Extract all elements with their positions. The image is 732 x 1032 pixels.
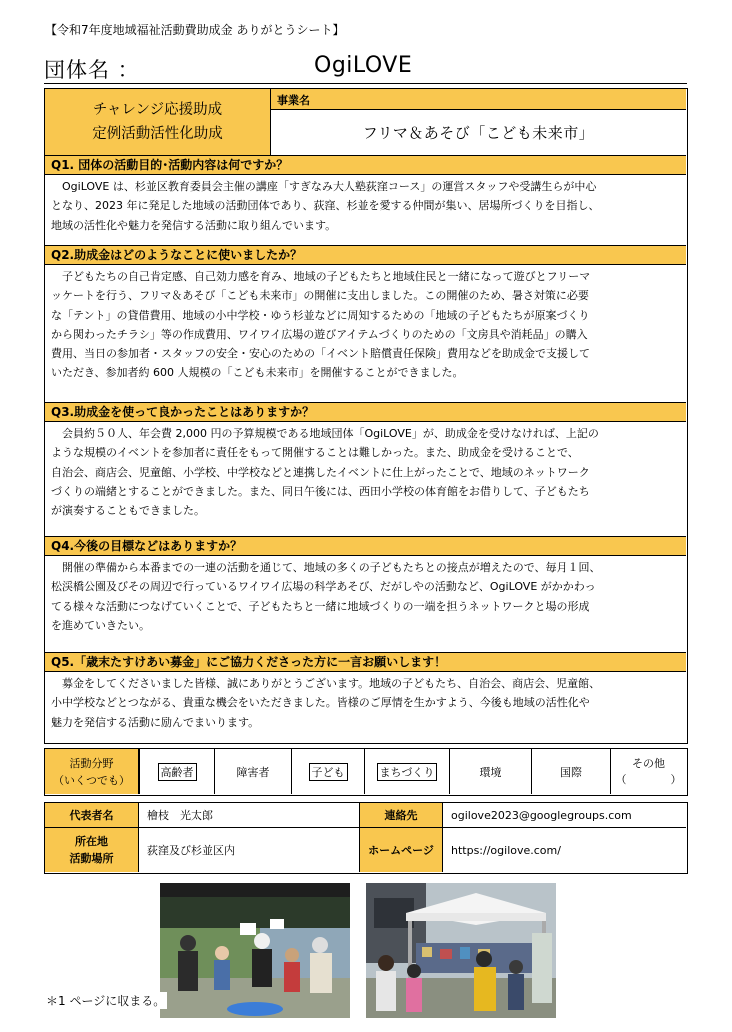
q1-line: 地域の活性化や魅力を発信する活動に取り組んでいます。 [51, 218, 337, 232]
homepage-label: ホームページ [359, 828, 443, 872]
field-option-label: 国際 [560, 765, 582, 779]
field-option-label: まちづくり [377, 763, 438, 781]
project-label: 事業名 [271, 89, 686, 110]
q1-answer [45, 175, 686, 245]
homepage-link[interactable]: https://ogilove.com/ [451, 843, 561, 857]
event-photo-tent [366, 883, 556, 1018]
location-label-line2: 活動場所 [69, 852, 114, 865]
q5-line: 魅力を発信する活動に励んでまいります。 [51, 715, 260, 729]
q5-line: 小中学校などとつながる、貴重な機会をいただきました。皆様のご厚情を生かすよう、今後も地域の活性化や [51, 696, 590, 710]
q2-line: 費用、当日の参加者・スタッフの安全・安心のための「イベント賠償責任保険」費用などを助成金で支援して [51, 347, 590, 361]
q3-answer [45, 422, 686, 536]
q4-line: 松渓橋公園及びその周辺で行っているワイワイ広場の科学あそび、だがしやの活動など、OgiLOVE がかかわっ [51, 580, 596, 594]
representative-label: 代表者名 [45, 803, 139, 828]
field-option-label: 高齢者 [158, 763, 197, 781]
contact-table [44, 802, 688, 874]
q2-heading: Q2.助成金はどのようなことに使いましたか？ [45, 245, 686, 265]
q4-heading: Q4.今後の目標などはありますか？ [45, 536, 686, 556]
field-option-label: 障害者 [236, 765, 270, 779]
q1-line: OgiLOVE は、杉並区教育委員会主催の講座「すぎなみ大人塾荻窪コース」の運営スタッフや受講生らが中心 [51, 180, 597, 193]
contact-label: 連絡先 [359, 803, 443, 828]
q1-line: となり、2023 年に発足した地域の活動団体であり、荻窪、杉並を愛する仲間が集い、居場所づくりを目指し、 [51, 199, 600, 213]
organization-label: 団体名 ： [44, 58, 140, 82]
field-option-children[interactable] [291, 749, 364, 794]
q2-line: 子どもたちの自己肯定感、自己効力感を育み、地域の子どもたちと地域住民と一緒になって遊びとフリーマ [51, 270, 591, 283]
activity-fields [44, 748, 688, 796]
q5-heading: Q5.「歳末たすけあい募金」にご協力くださった方に一言お願いします！ [45, 652, 686, 672]
q5-line: 募金をしてくださいました皆様、誠にありがとうございます。地域の子どもたち、自治会、商店会、児童館、 [51, 677, 601, 690]
field-other-value: （ ） [615, 772, 682, 786]
field-other-label: その他 [632, 756, 665, 770]
main-form [44, 88, 688, 744]
field-option-elderly[interactable] [139, 749, 214, 794]
q3-line: が演奏することもできました。 [51, 504, 205, 518]
q1-heading: Q1. 団体の活動目的･活動内容は何ですか？ [45, 155, 686, 175]
q4-answer [45, 556, 686, 650]
grant-type [45, 89, 271, 155]
q4-line: 開催の準備から本番までの一連の活動を通じて、地域の多くの子どもたちとの接点が増えたので、毎月１回、 [51, 561, 601, 574]
activity-fields-label [45, 749, 139, 794]
organization-name: OgiLOVE [314, 53, 413, 78]
contact-email[interactable]: ogilove2023@googlegroups.com [443, 803, 686, 828]
field-option-community[interactable] [364, 749, 449, 794]
activity-fields-label-line1: 活動分野 [69, 756, 114, 770]
q3-line: 自治会、商店会、児童館、小学校、中学校などと連携したイベントに仕上がったことで、地域のネットワーク [51, 465, 590, 479]
field-option-other[interactable] [610, 749, 686, 794]
grant-type-line2: 定例活動活性化助成 [92, 126, 223, 142]
field-option-label: 子ども [309, 763, 348, 781]
activity-fields-label-line2: （いくつでも） [53, 773, 130, 787]
field-option-environment[interactable] [449, 749, 531, 794]
field-option-disabled[interactable] [214, 749, 291, 794]
q2-line: から関わったチラシ」等の作成費用、ワイワイ広場の遊びアイテムづくりのための「文房具や消耗品」の購入 [51, 327, 588, 341]
q4-line: を進めていきたい。 [51, 618, 150, 632]
location-label [45, 828, 139, 872]
event-photo-tent-icon [366, 883, 556, 1018]
event-photo-kids-icon [160, 883, 350, 1018]
field-option-label: 環境 [479, 765, 502, 779]
q2-line: な「テント」の貸借費用、地域の小中学校・ゆう杉並などに周知するための「地域の子どもたちが原案づくり [51, 308, 590, 322]
q5-answer [45, 672, 686, 742]
event-photo-kids [160, 883, 350, 1018]
q2-line: いただき、参加者約 600 人規模の「こども未来市」を開催することができました。 [51, 366, 464, 380]
field-option-international[interactable] [531, 749, 610, 794]
location-label-line1: 所在地 [75, 835, 108, 848]
q4-line: てる様々な活動につなげていくことで、子どもたちと一緒に地域づくりの一端を担うネットワークと場の形成 [51, 599, 590, 613]
representative-value: 檜枝 光太郎 [139, 803, 359, 828]
sheet-title: 【令和7年度地域福祉活動費助成金 ありがとうシート】 [45, 23, 345, 37]
q2-line: ッケートを行う、フリマ＆あそび「こども未来市」の開催に支出しました。この開催のため、暑さ対策に必要 [51, 289, 589, 303]
grant-type-line1: チャレンジ応援助成 [92, 102, 223, 118]
q3-line: ような規模のイベントを参加者に責任をもって開催することは難しかった。また、助成金を受けることで、 [51, 446, 579, 460]
q3-line: づくりの端緒とすることができました。また、同日午後には、西田小学校の体育館をお借りして、子どもたち [51, 484, 590, 498]
location-value: 荻窪及び杉並区内 [147, 844, 235, 857]
organization-line [44, 54, 687, 84]
footnote: ＊1 ページに収まる。 [46, 994, 166, 1008]
q3-heading: Q3.助成金を使って良かったことはありますか？ [45, 402, 686, 422]
project-name: フリマ＆あそび「こども未来市」 [362, 124, 595, 142]
q2-answer [45, 265, 686, 403]
q3-line: 会員約５０人、年会費 2,000 円の予算規模である地域団体「OgiLOVE」が、助成金を受けなければ、上記の [51, 427, 599, 440]
